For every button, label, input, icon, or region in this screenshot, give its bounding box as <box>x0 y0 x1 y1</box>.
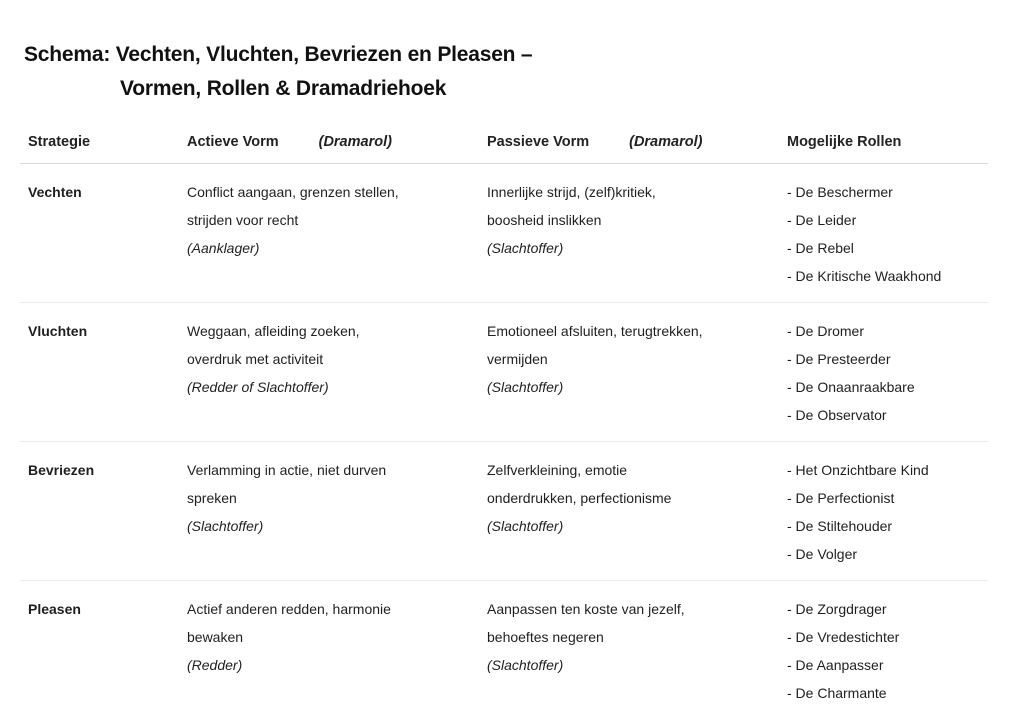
title-line-2: Vormen, Rollen & Dramadriehoek <box>120 77 447 100</box>
role-item: - De Zorgdrager <box>787 601 887 617</box>
passive-form-cell <box>479 164 779 303</box>
active-dramarol: (Redder) <box>187 657 243 673</box>
roles-cell <box>779 581 988 712</box>
passive-text-line: Emotioneel afsluiten, terugtrekken, <box>487 323 703 339</box>
header-strategy: Strategie <box>20 124 179 164</box>
strategy-cell: Vechten <box>20 164 179 303</box>
active-text-line: Weggaan, afleiding zoeken, <box>187 323 360 339</box>
role-item: - De Leider <box>787 212 857 228</box>
role-item: - De Observator <box>787 407 887 423</box>
active-text-line: overdruk met activiteit <box>187 351 324 367</box>
active-dramarol: (Redder of Slachtoffer) <box>187 379 329 395</box>
page-title <box>24 38 532 106</box>
title-line-1: Schema: Vechten, Vluchten, Bevriezen en Pleasen – <box>24 43 533 66</box>
passive-text-line: behoeftes negeren <box>487 629 604 645</box>
passive-dramarol: (Slachtoffer) <box>487 518 564 534</box>
roles-cell <box>779 164 988 303</box>
strategy-cell: Vluchten <box>20 303 179 442</box>
passive-text-line: vermijden <box>487 351 548 367</box>
active-text-line: bewaken <box>187 629 244 645</box>
role-item: - De Rebel <box>787 240 854 256</box>
active-text-line: Verlamming in actie, niet durven <box>187 462 387 478</box>
role-item: - De Beschermer <box>787 184 893 200</box>
role-item: - Het Onzichtbare Kind <box>787 462 929 478</box>
passive-text-line: Innerlijke strijd, (zelf)kritiek, <box>487 184 656 200</box>
passive-dramarol: (Slachtoffer) <box>487 240 564 256</box>
passive-text-line: boosheid inslikken <box>487 212 602 228</box>
table-row <box>20 581 988 712</box>
header-roles: Mogelijke Rollen <box>779 124 988 164</box>
role-item: - De Perfectionist <box>787 490 895 506</box>
passive-dramarol: (Slachtoffer) <box>487 657 564 673</box>
passive-text-line: Zelfverkleining, emotie <box>487 462 628 478</box>
roles-cell <box>779 303 988 442</box>
header-active <box>179 124 479 164</box>
role-item: - De Stiltehouder <box>787 518 893 534</box>
role-item: - De Presteerder <box>787 351 891 367</box>
active-dramarol: (Slachtoffer) <box>187 518 264 534</box>
active-form-cell <box>179 442 479 581</box>
role-item: - De Kritische Waakhond <box>787 268 942 284</box>
header-passive <box>479 124 779 164</box>
passive-text-line: Aanpassen ten koste van jezelf, <box>487 601 685 617</box>
schema-table <box>20 124 988 712</box>
passive-text-line: onderdrukken, perfectionisme <box>487 490 672 506</box>
table-row <box>20 164 988 303</box>
active-form-cell <box>179 303 479 442</box>
header-passive-dramarol: (Dramarol) <box>629 134 703 150</box>
role-item: - De Dromer <box>787 323 865 339</box>
active-text-line: Actief anderen redden, harmonie <box>187 601 391 617</box>
passive-form-cell <box>479 442 779 581</box>
header-passive-label: Passieve Vorm <box>487 134 590 150</box>
table-row <box>20 303 988 442</box>
strategy-cell: Bevriezen <box>20 442 179 581</box>
active-form-cell <box>179 581 479 712</box>
role-item: - De Charmante <box>787 685 887 701</box>
role-item: - De Onaanraakbare <box>787 379 915 395</box>
active-text-line: Conflict aangaan, grenzen stellen, <box>187 184 399 200</box>
role-item: - De Vredestichter <box>787 629 900 645</box>
table-row <box>20 442 988 581</box>
header-active-label: Actieve Vorm <box>187 134 279 150</box>
table-header-row <box>20 124 988 164</box>
active-form-cell <box>179 164 479 303</box>
active-text-line: spreken <box>187 490 237 506</box>
role-item: - De Aanpasser <box>787 657 884 673</box>
passive-dramarol: (Slachtoffer) <box>487 379 564 395</box>
roles-cell <box>779 442 988 581</box>
role-item: - De Volger <box>787 546 858 562</box>
strategy-cell: Pleasen <box>28 601 81 617</box>
passive-form-cell <box>479 581 779 712</box>
active-text-line: strijden voor recht <box>187 212 299 228</box>
passive-form-cell <box>479 303 779 442</box>
active-dramarol: (Aanklager) <box>187 240 260 256</box>
header-active-dramarol: (Dramarol) <box>318 134 392 150</box>
